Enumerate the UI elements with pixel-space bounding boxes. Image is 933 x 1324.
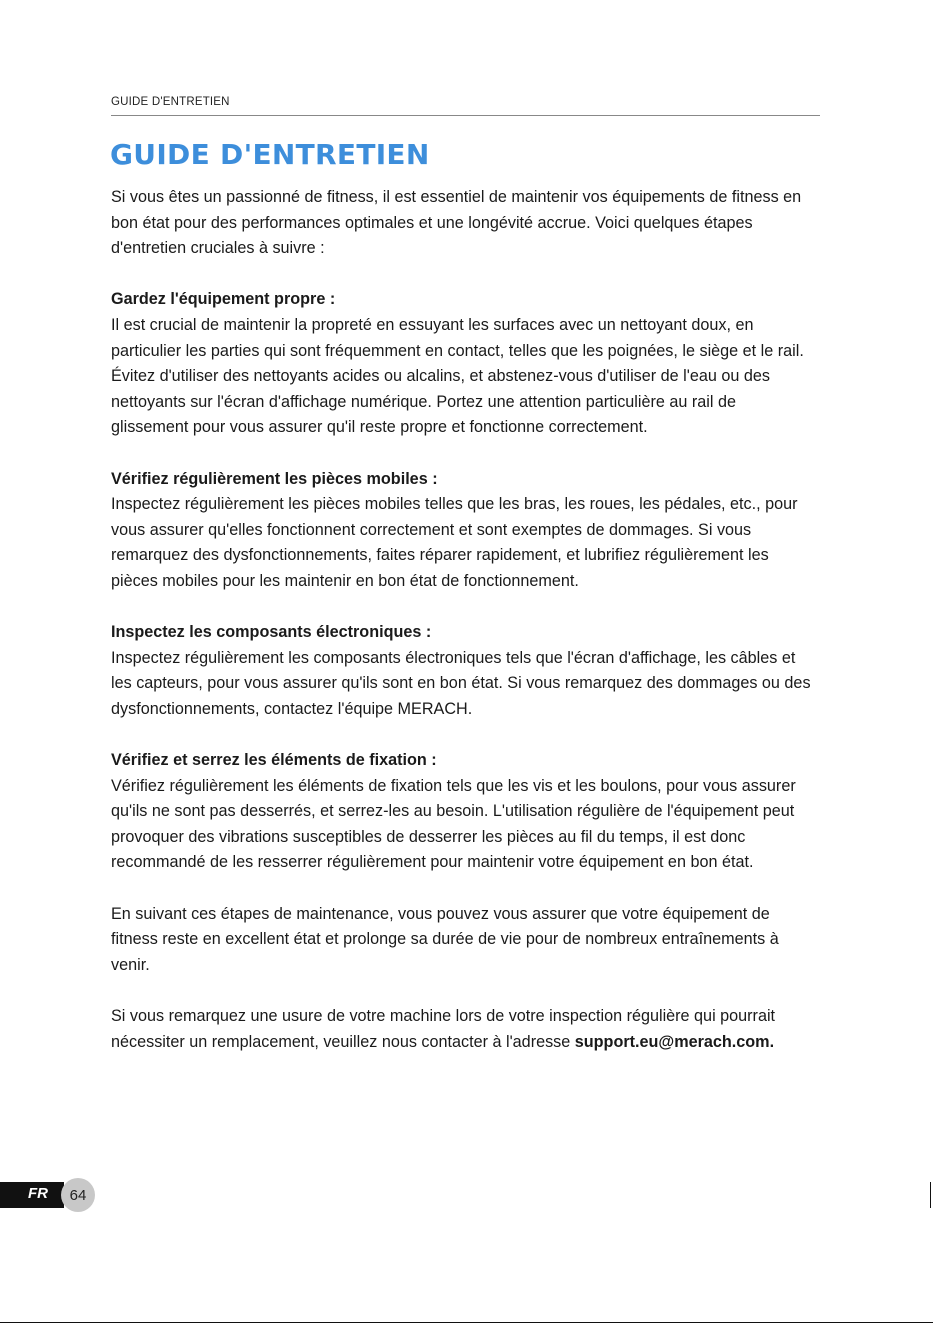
footer-language-label: FR xyxy=(28,1185,48,1202)
intro-paragraph: Si vous êtes un passionné de fitness, il est essentiel de maintenir vos équipements de fitness en bon état pour des performances optimales et une longévité accrue. Voici quelques étapes d'entretien cruciales à suivre : xyxy=(111,188,802,258)
section-fasteners xyxy=(111,748,811,876)
section-moving-parts xyxy=(111,467,811,595)
section-body: Inspectez régulièrement les composants électroniques tels que l'écran d'affichage, les câbles et les capteurs, pour vous assurer qu'ils sont en bon état. Si vous remarquez des dommages ou des dysfonctionnements, contactez l'équipe MERACH. xyxy=(111,648,811,718)
page-title: GUIDE D'ENTRETIEN xyxy=(110,138,430,171)
section-electronics xyxy=(111,620,811,722)
section-heading: Vérifiez et serrez les éléments de fixation : xyxy=(111,751,437,770)
right-edge-mark xyxy=(930,1182,931,1208)
conclusion-paragraph: En suivant ces étapes de maintenance, vous pouvez vous assurer que votre équipement de fitness reste en excellent état et prolonge sa durée de vie pour de nombreux entraînements à venir. xyxy=(111,904,779,974)
section-clean xyxy=(111,287,811,441)
contact-paragraph xyxy=(111,1004,811,1055)
section-heading: Inspectez les composants électroniques : xyxy=(111,623,432,642)
section-body: Il est crucial de maintenir la propreté en essuyant les surfaces avec un nettoyant doux, en particulier les parties qui sont fréquemment en contact, telles que les poignées, le siège et le rail. Évitez d'utiliser des nettoyants acides ou alcalins, et abstenez-vous d'utiliser de l'eau ou des nettoyants sur l'écran d'affichage numérique. Portez une attention particulière au rail de glissement pour vous assurer qu'il reste propre et fonctionne correctement. xyxy=(111,315,804,437)
main-content xyxy=(111,185,811,1081)
header-rule xyxy=(111,115,820,116)
contact-text: Si vous remarquez une usure de votre machine lors de votre inspection régulière qui pourrait nécessiter un remplacement, veuillez nous contacter à l'adresse xyxy=(111,1007,776,1051)
footer-page-number: 64 xyxy=(61,1178,95,1212)
bottom-rule xyxy=(0,1322,933,1323)
running-header: GUIDE D'ENTRETIEN xyxy=(111,96,230,108)
section-body: Vérifiez régulièrement les éléments de fixation tels que les vis et les boulons, pour vous assurer qu'ils ne sont pas desserrés, et serrez-les au besoin. L'utilisation régulière de l'équipement peut provoquer des vibrations susceptibles de desserrer les pièces au fil du temps, il est donc recommandé de les resserrer régulièrement pour maintenir votre équipement en bon état. xyxy=(111,776,796,872)
section-heading: Gardez l'équipement propre : xyxy=(111,290,336,309)
section-heading: Vérifiez régulièrement les pièces mobiles : xyxy=(111,469,438,488)
contact-email[interactable]: support.eu@merach.com. xyxy=(574,1032,775,1051)
section-body: Inspectez régulièrement les pièces mobiles telles que les bras, les roues, les pédales, etc., pour vous assurer qu'elles fonctionnent correctement et sont exemptes de dommages. Si vous remarquez des dysfonctionnements, faites réparer rapidement, et lubrifiez régulièrement les pièces mobiles pour les maintenir en bon état de fonctionnement. xyxy=(111,495,798,590)
